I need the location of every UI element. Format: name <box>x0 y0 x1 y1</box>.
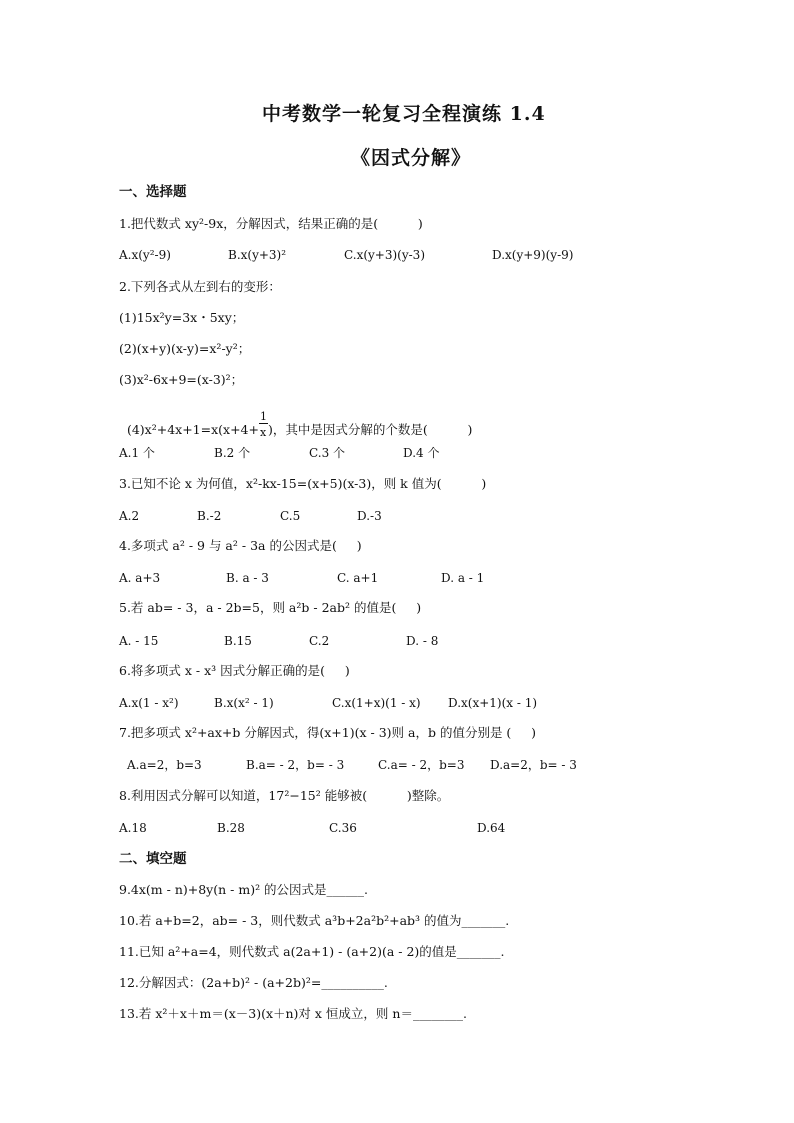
question-7-stem: 7.把多项式 x²+ax+b 分解因式，得(x+1)(x - 3)则 a，b 的值分别是 ( ) <box>119 725 537 740</box>
question-5-option-d: D. - 8 <box>406 634 439 648</box>
question-5-option-b: B.15 <box>224 634 252 648</box>
question-2-item-4-right: )，其中是因式分解的个数是( ) <box>267 421 473 437</box>
question-1-option-b: B.x(y+3)² <box>228 248 287 262</box>
document-title: 中考数学一轮复习全程演练 1.4 <box>262 103 546 125</box>
question-3-stem: 3.已知不论 x 为何值，x²-kx-15=(x+5)(x-3)，则 k 值为( ) <box>119 476 487 491</box>
question-6-stem: 6.将多项式 x - x³ 因式分解正确的是( ) <box>119 663 350 678</box>
question-8-option-c: C.36 <box>329 821 357 835</box>
question-9: 9.4x(m - n)+8y(n - m)² 的公因式是______. <box>119 882 369 897</box>
question-1-stem: 1.把代数式 xy²-9x，分解因式，结果正确的是( ) <box>119 216 423 231</box>
question-8-option-b: B.28 <box>217 821 245 835</box>
question-5-option-c: C.2 <box>309 634 330 648</box>
question-8-option-a: A.18 <box>119 821 147 835</box>
question-11: 11.已知 a²+a=4，则代数式 a(2a+1) - (a+2)(a - 2)的值是_______. <box>119 944 505 959</box>
question-12: 12.分解因式：(2a+b)² - (a+2b)²=__________. <box>119 975 388 990</box>
question-2-option-d: D.4 个 <box>403 446 440 460</box>
question-2-option-a: A.1 个 <box>119 446 155 460</box>
question-3-option-b: B.-2 <box>197 509 222 523</box>
question-8-stem: 8.利用因式分解可以知道，17²−15² 能够被( )整除。 <box>119 788 450 803</box>
question-5-stem: 5.若 ab= - 3，a - 2b=5，则 a²b - 2ab² 的值是( ) <box>119 600 422 615</box>
question-4-option-b: B. a - 3 <box>226 571 269 585</box>
question-3-option-c: C.5 <box>280 509 301 523</box>
question-2-option-c: C.3 个 <box>309 446 346 460</box>
fraction-denominator: x <box>259 425 267 439</box>
section-heading-fill-in: 二、填空题 <box>119 851 187 867</box>
question-7-option-a: A.a=2，b=3 <box>127 758 202 772</box>
question-4-option-c: C. a+1 <box>337 571 379 585</box>
document-subtitle: 《因式分解》 <box>351 147 472 169</box>
question-13: 13.若 x²＋x＋m＝(x－3)(x＋n)对 x 恒成立，则 n＝________. <box>119 1006 467 1021</box>
fraction-numerator: 1 <box>259 409 267 423</box>
question-2-item-4-left: (4)x²+4x+1=x(x+4+ <box>126 421 259 437</box>
question-1-option-d: D.x(y+9)(y-9) <box>492 248 574 262</box>
question-1-option-a: A.x(y²-9) <box>119 248 171 262</box>
question-4-stem: 4.多项式 a² - 9 与 a² - 3a 的公因式是( ) <box>119 538 362 553</box>
question-5-option-a: A. - 15 <box>119 634 159 648</box>
question-2-option-b: B.2 个 <box>214 446 251 460</box>
section-heading-choice: 一、选择题 <box>119 184 187 200</box>
question-3-option-d: D.-3 <box>357 509 382 523</box>
question-8-option-d: D.64 <box>477 821 506 835</box>
question-3-option-a: A.2 <box>119 509 140 523</box>
question-2-stem: 2.下列各式从左到右的变形： <box>119 279 281 294</box>
fraction-bar <box>259 423 268 424</box>
question-4-option-a: A. a+3 <box>119 571 161 585</box>
question-6-option-b: B.x(x² - 1) <box>214 696 274 710</box>
fraction-one-over-x <box>259 409 268 439</box>
question-7-option-b: B.a= - 2，b= - 3 <box>246 758 345 772</box>
question-2-item-2: (2)(x+y)(x-y)=x²-y²； <box>119 341 251 356</box>
question-7-option-d: D.a=2，b= - 3 <box>490 758 577 772</box>
question-2-item-1: (1)15x²y=3x・5xy； <box>119 310 245 325</box>
question-6-option-a: A.x(1 - x²) <box>119 696 179 710</box>
question-6-option-c: C.x(1+x)(1 - x) <box>332 696 421 710</box>
question-1-option-c: C.x(y+3)(y-3) <box>344 248 425 262</box>
question-7-option-c: C.a= - 2，b=3 <box>378 758 465 772</box>
question-2-item-3: (3)x²-6x+9=(x-3)²； <box>119 372 244 387</box>
question-6-option-d: D.x(x+1)(x - 1) <box>448 696 538 710</box>
question-4-option-d: D. a - 1 <box>441 571 485 585</box>
question-2-item-4 <box>119 409 473 439</box>
question-10: 10.若 a+b=2，ab= - 3，则代数式 a³b+2a²b²+ab³ 的值为_______. <box>119 913 510 928</box>
